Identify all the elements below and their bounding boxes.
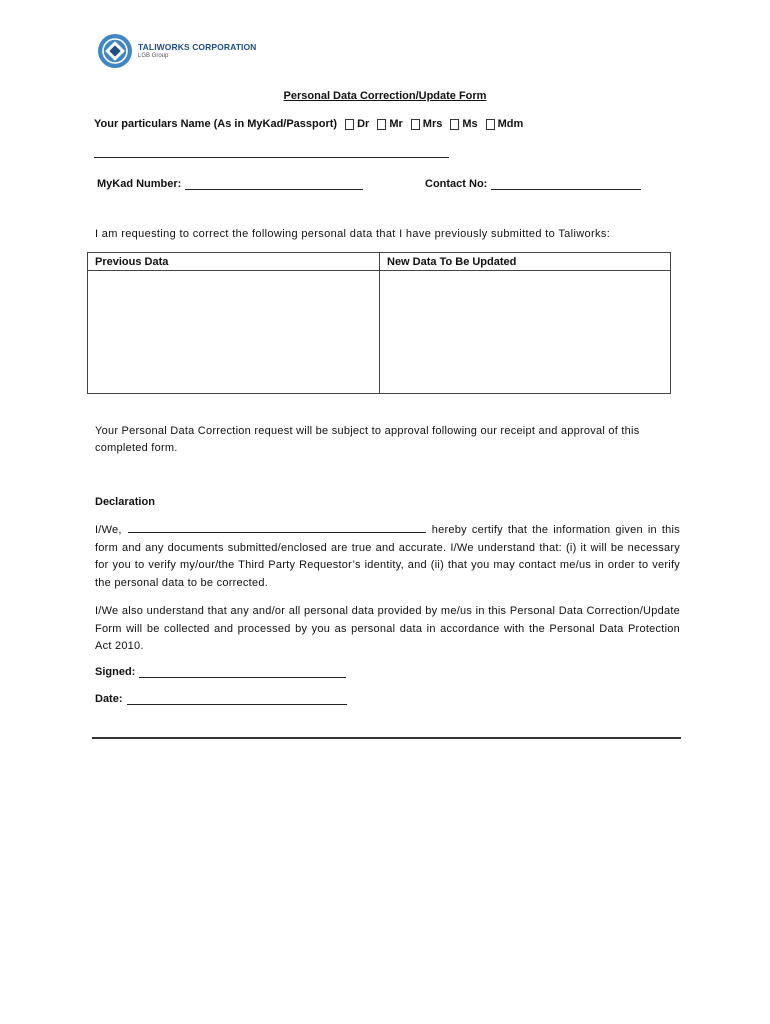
mykad-label: MyKad Number: [97,178,182,190]
bottom-divider [92,737,681,739]
mykad-row [97,178,363,190]
salutation-dr[interactable] [345,118,369,130]
salutation-label: Dr [357,118,370,130]
checkbox-icon[interactable] [345,119,354,130]
declaration-paragraph-1 [95,522,680,592]
declarant-name-field[interactable] [128,523,426,533]
company-logo [97,33,256,69]
signed-row [95,666,346,678]
new-data-field[interactable] [380,271,670,393]
iwe-prefix: I/We, [95,524,122,536]
salutation-mr[interactable] [377,118,402,130]
previous-data-header: Previous Data [88,253,379,271]
taliworks-logo-icon [97,33,133,69]
declaration-paragraph-2: I/We also understand that any and/or all personal data provided by me/us in this Personal Data Correction/Update Form will be collected and processed by you as personal data in accordance with the Personal Data Protection Act 2010. [95,605,680,652]
previous-data-column [88,253,380,393]
salutation-label: Mrs [422,118,443,130]
contact-label: Contact No: [425,178,488,190]
contact-field[interactable] [491,180,641,190]
salutation-mrs[interactable] [411,118,443,130]
particulars-row [94,118,523,130]
new-data-header: New Data To Be Updated [380,253,670,271]
salutation-mdm[interactable] [486,118,524,130]
logo-group-name: LGB Group [138,53,169,60]
signature-field[interactable] [139,668,346,678]
salutation-label: Ms [462,118,478,130]
checkbox-icon[interactable] [486,119,495,130]
mykad-field[interactable] [185,180,363,190]
salutation-label: Mdm [497,118,524,130]
checkbox-icon[interactable] [450,119,459,130]
form-title: Personal Data Correction/Update Form [283,90,487,102]
new-data-column [380,253,670,393]
salutation-label: Mr [389,118,403,130]
previous-data-field[interactable] [88,271,379,393]
approval-text: Your Personal Data Correction request will be subject to approval following our receipt and approval of this completed form. [95,425,640,454]
date-field[interactable] [127,695,347,705]
date-row [95,693,347,705]
date-label: Date: [95,693,123,705]
checkbox-icon[interactable] [377,119,386,130]
checkbox-icon[interactable] [411,119,420,130]
declaration-heading: Declaration [95,496,155,508]
declaration-text-1: hereby certify that the information given in this form and any documents submitted/enclosed are true and accurate. I/We understand that: (i) it will be necessary for you to verify my/our/the Third Party Requestor’s identity, and (ii) that you may contact me/us in order to verify the personal data to be corrected. [95,524,680,589]
contact-row [425,178,641,190]
correction-table [87,252,671,394]
name-field[interactable] [94,157,449,158]
signed-label: Signed: [95,666,136,678]
request-text: I am requesting to correct the following personal data that I have previously submitted to Taliworks: [95,228,611,240]
salutation-ms[interactable] [450,118,477,130]
particulars-label: Your particulars Name (As in MyKad/Passport) [94,118,338,130]
logo-company-name: TALIWORKS CORPORATION [138,41,257,52]
